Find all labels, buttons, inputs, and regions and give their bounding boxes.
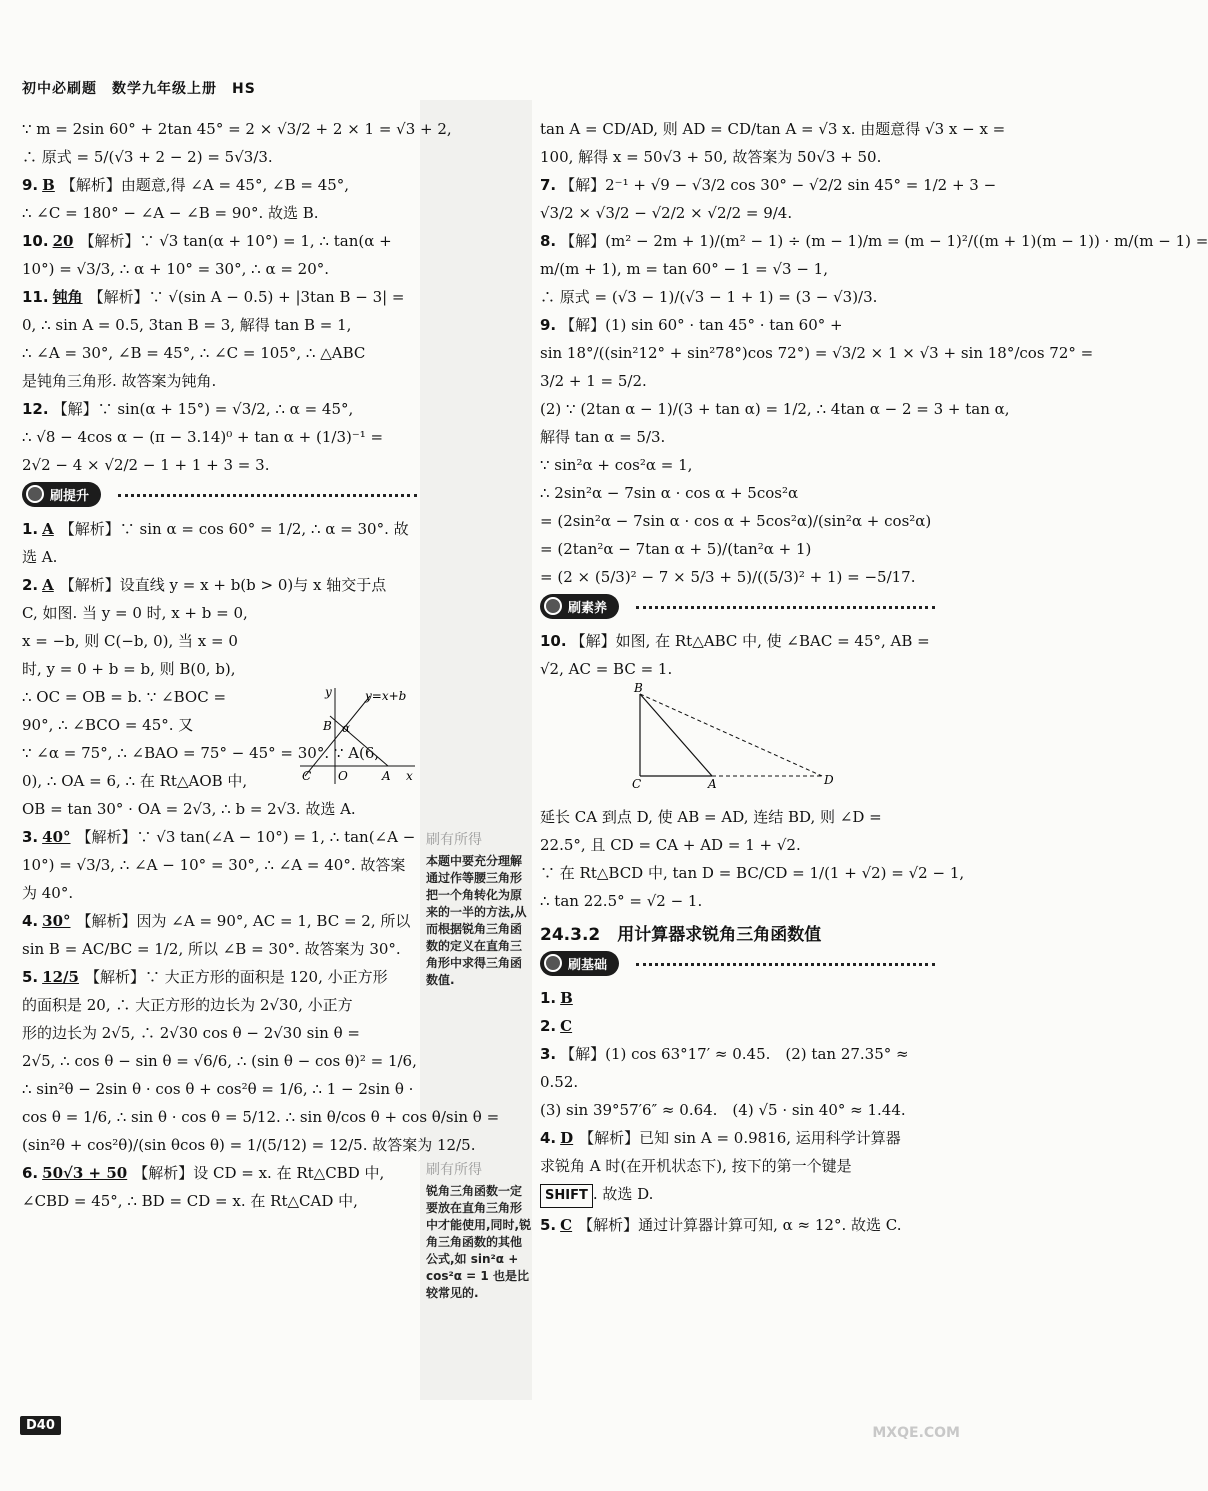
line-text: 【解析】因为 ∠A = 90°, AC = 1, BC = 2, 所以 (76, 912, 411, 930)
text-line (22, 910, 417, 932)
line-text: = (2tan²α − 7tan α + 5)/(tan²α + 1) (540, 540, 812, 558)
line-text: 100, 解得 x = 50√3 + 50, 故答案为 50√3 + 50. (540, 148, 882, 166)
answer: 30° (42, 912, 71, 930)
text-line (22, 966, 417, 988)
tisheng-badge: 刷提升 (22, 482, 101, 507)
figure-line-axes (290, 686, 420, 786)
label-B: B (323, 719, 332, 733)
section-header-jichu (540, 951, 935, 977)
right-block-a (540, 118, 1208, 588)
watermark: MXQE.COM (872, 1425, 960, 1441)
answer: B (42, 176, 55, 194)
line-text: 10°) = √3/3, ∴ ∠A − 10° = 30°, ∴ ∠A = 40°. 故答案 (22, 856, 406, 874)
text-line (22, 146, 417, 168)
text-line (540, 230, 1208, 252)
text-line (22, 174, 417, 196)
label-A: A (382, 769, 391, 783)
text-line (22, 546, 417, 568)
label-alpha: α (342, 721, 351, 735)
line-text: 2√2 − 4 × √2/2 − 1 + 1 + 3 = 3. (22, 456, 270, 474)
line-text: 【解】∵ sin(α + 15°) = √3/2, ∴ α = 45°, (52, 400, 354, 418)
note-2 (426, 1162, 532, 1302)
question-number: 1. (540, 989, 557, 1007)
line-text: 10°) = √3/3, ∴ α + 10° = 30°, ∴ α = 20°. (22, 260, 330, 278)
answer: A (42, 576, 54, 594)
text-line (22, 1078, 417, 1100)
text-line (540, 398, 1010, 420)
text-line (22, 882, 417, 904)
question-number: 11. (22, 288, 49, 306)
right-block-e (540, 1214, 935, 1236)
answer: C (560, 1017, 573, 1035)
text-line (540, 482, 935, 504)
line-text: 【解析】设直线 y = x + b(b > 0)与 x 轴交于点 (59, 576, 387, 594)
line-text: tan A = CD/AD, 则 AD = CD/tan A = √3 x. 由题意得 √3 x − x = (540, 120, 1006, 138)
question-number: 8. (540, 232, 557, 250)
right-block-d (540, 987, 935, 1177)
text-line (22, 518, 417, 540)
line-text: 3/2 + 1 = 5/2. (540, 372, 647, 390)
line-text: ∴ 原式 = 5/(√3 + 2 − 2) = 5√3/3. (22, 148, 273, 166)
question-number: 3. (540, 1045, 557, 1063)
text-line (22, 426, 417, 448)
answer: A (42, 520, 54, 538)
line-text: x = −b, 则 C(−b, 0), 当 x = 0 (22, 632, 238, 650)
question-number: 6. (22, 1164, 39, 1182)
line-text: √2, AC = BC = 1. (540, 660, 673, 678)
text-line (22, 230, 417, 252)
line-text: 【解析】∵ √3 tan(∠A − 10°) = 1, ∴ tan(∠A − (76, 828, 416, 846)
label-A: A (708, 777, 717, 791)
text-line (540, 630, 935, 652)
text-line (540, 1214, 935, 1236)
line-text: 【解】(1) cos 63°17′ ≈ 0.45. (2) tan 27.35° ≈ (560, 1045, 909, 1063)
text-line (540, 202, 935, 224)
line-text: sin B = AC/BC = 1/2, 所以 ∠B = 30°. 故答案为 30°. (22, 940, 401, 958)
line-text: = (2sin²α − 7sin α · cos α + 5cos²α)/(sin²α + cos²α) (540, 512, 932, 530)
dotted-rule (636, 606, 935, 609)
question-number: 4. (22, 912, 39, 930)
question-number: 1. (22, 520, 39, 538)
line-text: ∴ 2sin²α − 7sin α · cos α + 5cos²α (540, 484, 799, 502)
text-line (540, 834, 935, 856)
line-text: 【解析】由题意,得 ∠A = 45°, ∠B = 45°, (60, 176, 350, 194)
text-line (540, 1015, 935, 1037)
text-line (540, 454, 935, 476)
page-number: D40 (20, 1416, 61, 1435)
label-y: y (325, 685, 332, 699)
label-C: C (302, 769, 312, 783)
text-line (22, 630, 417, 652)
question-number: 10. (540, 632, 567, 650)
answer: 50√3 + 50 (42, 1164, 128, 1182)
text-line (22, 994, 417, 1016)
text-line (22, 118, 452, 140)
text-line (540, 1043, 935, 1065)
text-line (22, 1134, 476, 1156)
text-line (540, 806, 935, 828)
text-line (22, 1022, 417, 1044)
text-line (540, 987, 935, 1009)
line-text: (3) sin 39°57′6″ ≈ 0.64. (4) √5 · sin 40° ≈ 1.44. (540, 1101, 906, 1119)
question-number: 2. (22, 576, 39, 594)
text-line (22, 854, 417, 876)
text-line (540, 286, 935, 308)
text-line (22, 1162, 417, 1184)
line-text: ∴ ∠A = 30°, ∠B = 45°, ∴ ∠C = 105°, ∴ △ABC (22, 344, 366, 362)
question-number: 5. (22, 968, 39, 986)
text-line (540, 1127, 935, 1149)
text-line (540, 658, 935, 680)
line-text: ∴ √8 − 4cos α − (π − 3.14)⁰ + tan α + (1/3)⁻¹ = (22, 428, 384, 446)
note-1 (426, 832, 532, 989)
suyang-badge: 刷素养 (540, 594, 619, 619)
note-1-title: 刷有所得 (426, 832, 482, 848)
text-line (22, 202, 417, 224)
note-2-text: 锐角三角函数一定要放在直角三角形中才能使用,同时,锐角三角函数的其他公式,如 sin²α + cos²α = 1 也是比较常见的. (426, 1184, 532, 1300)
text-line (540, 314, 935, 336)
text-line (22, 602, 417, 624)
text-line (22, 258, 417, 280)
line-text: ∵ m = 2sin 60° + 2tan 45° = 2 × √3/2 + 2 × 1 = √3 + 2, (22, 120, 452, 138)
text-line (22, 286, 417, 308)
text-line (540, 370, 935, 392)
dotted-rule (118, 494, 417, 497)
line-text: (2) ∵ (2tan α − 1)/(3 + tan α) = 1/2, ∴ 4tan α − 2 = 3 + tan α, (540, 400, 1010, 418)
line-text: ∵ ∠α = 75°, ∴ ∠BAO = 75° − 45° = 30°. ∵ A(6, (22, 744, 380, 762)
text-line (22, 398, 417, 420)
line-text: ∴ sin²θ − 2sin θ · cos θ + cos²θ = 1/6, ∴ 1 − 2sin θ · (22, 1080, 414, 1098)
seg-ba (640, 694, 712, 776)
line-text: 【解】(m² − 2m + 1)/(m² − 1) ÷ (m − 1)/m = (m − 1)²/((m + 1)(m − 1)) · m/(m − 1) = (560, 232, 1208, 250)
line-text: ∴ 原式 = (√3 − 1)/(√3 − 1 + 1) = (3 − √3)/3. (540, 288, 878, 306)
dotted-rule (636, 963, 935, 966)
line-text: ∠CBD = 45°, ∴ BD = CD = x. 在 Rt△CAD 中, (22, 1192, 358, 1210)
answer: 40° (42, 828, 71, 846)
text-line (22, 1050, 417, 1072)
line-text: cos θ = 1/6, ∴ sin θ · cos θ = 5/12. ∴ sin θ/cos θ + cos θ/sin θ = (22, 1108, 500, 1126)
text-line (540, 538, 935, 560)
question-number: 2. (540, 1017, 557, 1035)
section-header-tisheng (22, 482, 417, 508)
text-line (22, 342, 417, 364)
left-block-a (22, 118, 452, 476)
line-y-eq-x-plus-b (305, 696, 370, 776)
text-line (22, 1106, 500, 1128)
text-line (540, 342, 1094, 364)
line-text: (sin²θ + cos²θ)/(sin θcos θ) = 1/(5/12) = 12/5. 故答案为 12/5. (22, 1136, 476, 1154)
line-text: 【解析】∵ 大正方形的面积是 120, 小正方形 (84, 968, 388, 986)
line-text: 【解】(1) sin 60° · tan 45° · tan 60° + (560, 316, 843, 334)
label-O: O (338, 769, 348, 783)
line-text: 【解析】已知 sin A = 0.9816, 运用科学计算器 (579, 1129, 901, 1147)
line-text: 时, y = 0 + b = b, 则 B(0, b), (22, 660, 236, 678)
answer: 20 (52, 232, 74, 250)
answer: D (560, 1129, 574, 1147)
text-line (540, 258, 935, 280)
line-text: 0), ∴ OA = 6, ∴ 在 Rt△AOB 中, (22, 772, 248, 790)
line-text: 0, ∴ sin A = 0.5, 3tan B = 3, 解得 tan B = 1, (22, 316, 352, 334)
figure-triangle-bcd (630, 681, 840, 791)
answer: B (560, 989, 573, 1007)
line-text: 【解】2⁻¹ + √9 − √3/2 cos 30° − √2/2 sin 45° = 1/2 + 3 − (560, 176, 997, 194)
jichu-badge: 刷基础 (540, 951, 619, 976)
text-line (540, 510, 935, 532)
answer: 12/5 (42, 968, 79, 986)
shift-line (540, 1183, 935, 1208)
line-text: 形的边长为 2√5, ∴ 2√30 cos θ − 2√30 sin θ = (22, 1024, 360, 1042)
line-text: 为 40°. (22, 884, 74, 902)
text-line (540, 1155, 935, 1177)
line-text: 【解析】∵ √(sin A − 0.5) + |3tan B − 3| = (88, 288, 405, 306)
line-text: 求锐角 A 时(在开机状态下), 按下的第一个键是 (540, 1157, 852, 1175)
line-text: 2√5, ∴ cos θ − sin θ = √6/6, ∴ (sin θ − cos θ)² = 1/6, (22, 1052, 417, 1070)
line-text: C, 如图. 当 y = 0 时, x + b = 0, (22, 604, 248, 622)
text-line (22, 938, 417, 960)
answer: 钝角 (52, 288, 83, 306)
line-text: 【解】如图, 在 Rt△ABC 中, 使 ∠BAC = 45°, AB = (570, 632, 930, 650)
label-line: y=x+b (365, 689, 407, 703)
text-line (22, 1190, 417, 1212)
section-title: 24.3.2 用计算器求锐角三角函数值 (540, 925, 822, 945)
answer: C (560, 1216, 573, 1234)
seg-bd (640, 694, 822, 776)
note-2-title: 刷有所得 (426, 1162, 482, 1178)
question-number: 7. (540, 176, 557, 194)
line-text: ∵ 在 Rt△BCD 中, tan D = BC/CD = 1/(1 + √2) = √2 − 1, (540, 864, 965, 882)
right-block-c (540, 806, 965, 912)
line-text: sin 18°/((sin²12° + sin²78°)cos 72°) = √3/2 × 1 × √3 + sin 18°/cos 72° = (540, 344, 1094, 362)
text-line (22, 826, 417, 848)
question-number: 9. (540, 316, 557, 334)
line-text: 的面积是 20, ∴ 大正方形的边长为 2√30, 小正方 (22, 996, 353, 1014)
line-text: 【解析】通过计算器计算可知, α ≈ 12°. 故选 C. (578, 1216, 902, 1234)
question-number: 9. (22, 176, 39, 194)
right-block-b (540, 630, 935, 680)
page-header: 初中必刷题 数学九年级上册 HS (22, 81, 256, 97)
question-number: 10. (22, 232, 49, 250)
line-text: 0.52. (540, 1073, 579, 1091)
text-line (540, 1071, 935, 1093)
line-text: ∵ sin²α + cos²α = 1, (540, 456, 693, 474)
text-line (22, 798, 417, 820)
shift-key: SHIFT (540, 1184, 593, 1208)
line-text: = (2 × (5/3)² − 7 × 5/3 + 5)/((5/3)² + 1) = −5/17. (540, 568, 916, 586)
line-text: 选 A. (22, 548, 58, 566)
line-text: 90°, ∴ ∠BCO = 45°. 又 (22, 716, 194, 734)
line-text: 是钝角三角形. 故答案为钝角. (22, 372, 217, 390)
text-line (540, 118, 1006, 140)
text-line (540, 426, 935, 448)
label-C: C (632, 777, 642, 791)
question-number: 4. (540, 1129, 557, 1147)
question-number: 5. (540, 1216, 557, 1234)
text-line (540, 146, 935, 168)
line-ba (330, 716, 388, 766)
line-text: ∴ tan 22.5° = √2 − 1. (540, 892, 703, 910)
line-text: √3/2 × √3/2 − √2/2 × √2/2 = 9/4. (540, 204, 793, 222)
text-line (22, 574, 417, 596)
text-line (22, 314, 417, 336)
line-text: ∴ ∠C = 180° − ∠A − ∠B = 90°. 故选 B. (22, 204, 319, 222)
question-number: 12. (22, 400, 49, 418)
text-line (540, 174, 997, 196)
text-line (540, 1099, 935, 1121)
line-text: ∴ OC = OB = b. ∵ ∠BOC = (22, 688, 227, 706)
note-1-text: 本题中要充分理解通过作等腰三角形把一个角转化为原来的一半的方法,从而根据锐角三角函数的定义在直角三角形中求得三角函数值. (426, 854, 527, 987)
text-line (540, 862, 965, 884)
line-text: 延长 CA 到点 D, 使 AB = AD, 连结 BD, 则 ∠D = (540, 808, 882, 826)
line-text: 【解析】∵ sin α = cos 60° = 1/2, ∴ α = 30°. 故 (59, 520, 409, 538)
shift-after: . 故选 D. (592, 1185, 654, 1203)
right-column (540, 118, 1208, 1242)
line-text: 解得 tan α = 5/3. (540, 428, 666, 446)
text-line (22, 454, 417, 476)
text-line (22, 658, 417, 680)
label-D: D (824, 773, 834, 787)
text-line (22, 370, 417, 392)
text-line (540, 890, 935, 912)
line-text: 【解析】∵ √3 tan(α + 10°) = 1, ∴ tan(α + (79, 232, 392, 250)
line-text: 22.5°, 且 CD = CA + AD = 1 + √2. (540, 836, 801, 854)
label-x: x (406, 769, 413, 783)
line-text: OB = tan 30° · OA = 2√3, ∴ b = 2√3. 故选 A. (22, 800, 356, 818)
section-header-suyang (540, 594, 935, 620)
line-text: m/(m + 1), m = tan 60° − 1 = √3 − 1, (540, 260, 828, 278)
line-text: 【解析】设 CD = x. 在 Rt△CBD 中, (133, 1164, 385, 1182)
question-number: 3. (22, 828, 39, 846)
label-B: B (634, 681, 643, 695)
text-line (540, 566, 935, 588)
